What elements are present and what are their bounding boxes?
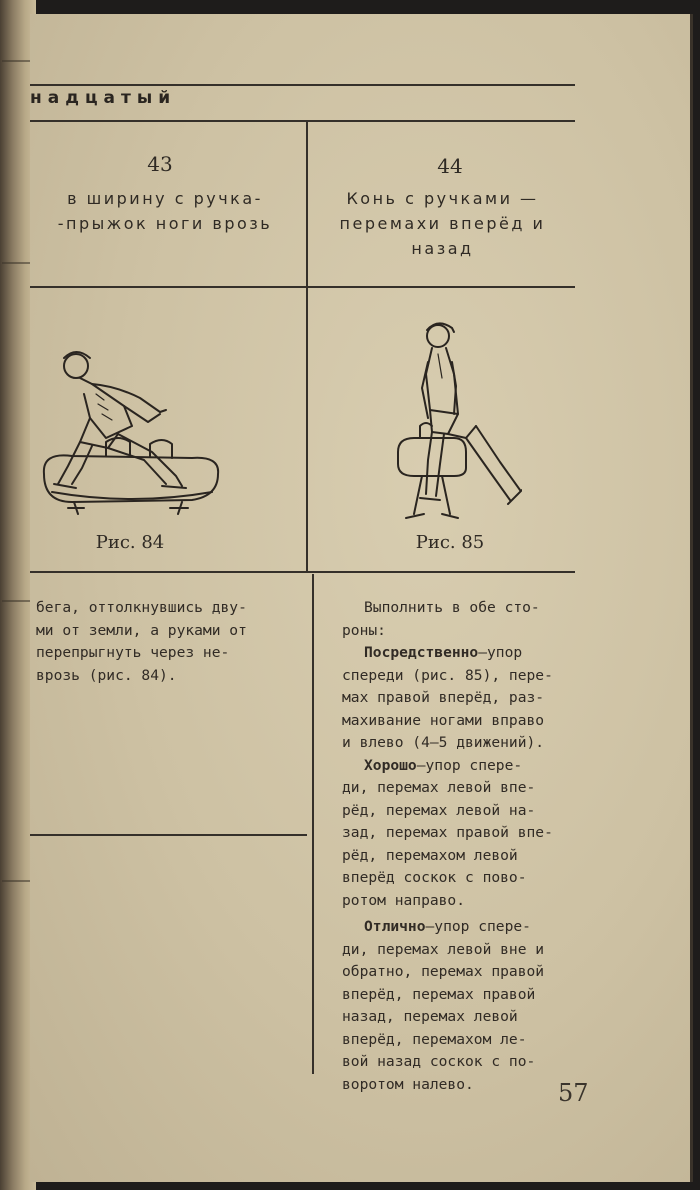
- grade-satisfactory-label: Посредственно: [364, 644, 479, 661]
- header-rule-top: [30, 84, 575, 86]
- grade-satisfactory: [342, 642, 582, 665]
- figure-85-caption: Рис. 85: [415, 532, 485, 553]
- book-page: [30, 14, 693, 1182]
- figure-85-illustration: [392, 314, 522, 524]
- page-number: 57: [558, 1079, 589, 1107]
- exercise-44-intro: [342, 597, 582, 620]
- column-divider-lower: [312, 574, 314, 1074]
- left-column-bottom-rule: [30, 834, 307, 836]
- grade-line: воротом налево.: [342, 1075, 474, 1093]
- grade-line: спереди (рис. 85), пере-: [342, 666, 553, 684]
- grade-line: мах правой вперёд, раз-: [342, 689, 545, 706]
- exercise-44-title-line2: перемахи вперёд и: [339, 214, 546, 233]
- header-rule-bottom: [30, 120, 575, 122]
- running-head: надцатый: [30, 88, 177, 108]
- column-divider-upper: [306, 122, 308, 571]
- grade-good-label: Хорошо: [364, 756, 417, 774]
- exercise-44-number: 44: [437, 154, 463, 178]
- exercise-44-title-line1: Конь с ручками —: [346, 189, 539, 208]
- exercise-43-line: перепрыгнуть через не-: [36, 644, 230, 661]
- grade-line: зад, перемах правой впе-: [342, 824, 553, 841]
- exercise-43-line: бега, оттолкнувшись дву-: [36, 599, 247, 616]
- grade-good: [342, 755, 582, 778]
- exercise-44-title-line3: назад: [411, 239, 474, 258]
- figure-84-illustration: [32, 334, 232, 524]
- grade-line: вперёд, перемахом ле-: [342, 1030, 527, 1048]
- exercise-43-line: ми от земли, а руками от: [36, 621, 247, 639]
- exercise-43-line: врозь (рис. 84).: [36, 666, 177, 684]
- grade-line: обратно, перемах правой: [342, 963, 545, 980]
- exercise-43-description: [36, 597, 308, 687]
- exercise-44-description: [342, 597, 582, 1096]
- grade-line: —упор спере-: [425, 918, 531, 935]
- exercise-44-title: [310, 186, 575, 261]
- exercise-43-title: [24, 186, 306, 236]
- grade-excellent: [342, 916, 582, 939]
- exercise-43-title-line1: в ширину с ручка-: [67, 189, 263, 208]
- exercise-44-intro-line: Выполнить в обе сто-: [364, 599, 540, 616]
- title-row-rule: [30, 286, 575, 288]
- figure-row-rule: [30, 571, 575, 573]
- exercise-44-intro-line: роны:: [342, 621, 386, 639]
- grade-line: ди, перемах левой впе-: [342, 779, 536, 796]
- grade-line: вой назад соскок с по-: [342, 1053, 536, 1070]
- figure-84-caption: Рис. 84: [95, 532, 165, 553]
- exercise-43-number: 43: [147, 152, 173, 176]
- grade-line: махивание ногами вправо: [342, 711, 545, 729]
- grade-line: —упор спере-: [416, 756, 523, 774]
- grade-line: ди, перемах левой вне и: [342, 940, 545, 958]
- grade-line: вперёд соскок с пово-: [342, 869, 527, 886]
- grade-line: назад, перемах левой: [342, 1008, 518, 1025]
- grade-line: вперёд, перемах правой: [342, 985, 536, 1003]
- grade-line: и влево (4—5 движений).: [342, 734, 545, 751]
- grade-line: рёд, перемах левой на-: [342, 801, 536, 819]
- grade-excellent-label: Отлично: [364, 918, 426, 935]
- grade-line: рёд, перемахом левой: [342, 846, 518, 864]
- grade-line: —упор: [478, 644, 523, 661]
- grade-line: ротом направо.: [342, 891, 466, 909]
- exercise-43-title-line2: -прыжок ноги врозь: [57, 214, 273, 233]
